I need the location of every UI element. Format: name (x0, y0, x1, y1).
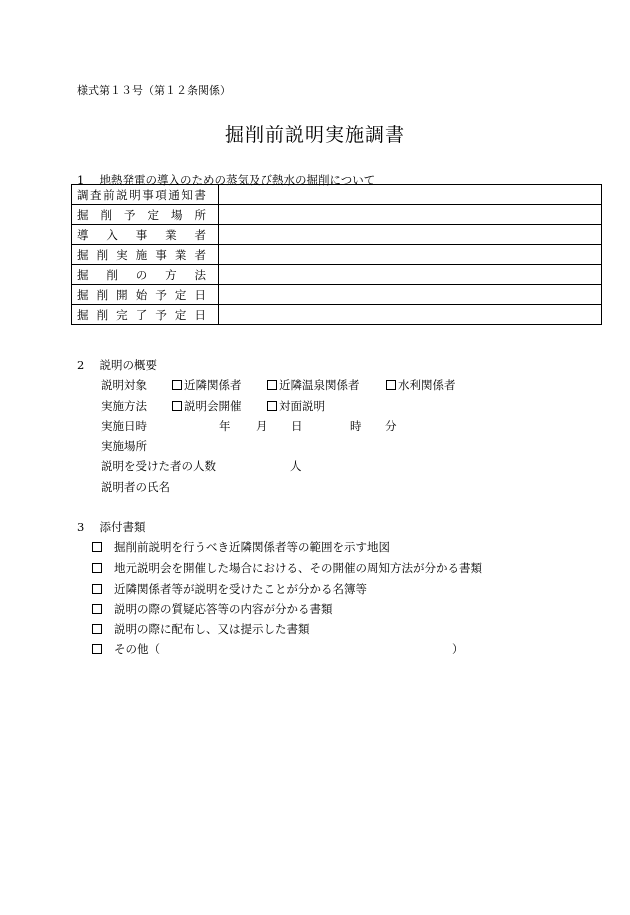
target-option-water[interactable]: 水利関係者 (386, 377, 456, 393)
target-label: 説明対象 (101, 378, 147, 392)
row-value[interactable] (219, 265, 602, 285)
date-unit-year: 年 (219, 419, 231, 433)
row-label-text: 導 入 事 業 者 (77, 227, 206, 242)
count-unit: 人 (290, 459, 302, 473)
row-label-text: 掘 削 完 了 予 定 日 (77, 307, 206, 322)
row-label-text: 掘 削 予 定 場 所 (77, 207, 206, 222)
row-label-text: 掘 削 の 方 法 (77, 267, 206, 282)
row-label (72, 225, 219, 245)
date-unit-day: 日 (291, 419, 303, 433)
row-label (72, 285, 219, 305)
section1-table (71, 184, 602, 325)
checkbox-icon (386, 380, 396, 390)
section2-heading: 2 説明の概要 (77, 358, 157, 372)
explainer-label: 説明者の氏名 (101, 480, 170, 494)
table-row (72, 285, 602, 305)
attachment-item-qa[interactable]: 説明の際の質疑応答等の内容が分かる書類 (92, 601, 333, 617)
table-row (72, 185, 602, 205)
checkbox-icon (92, 604, 102, 614)
attachment-item-other[interactable]: その他（ ） (92, 641, 160, 657)
table-row (72, 225, 602, 245)
method-row (101, 398, 325, 414)
row-value[interactable] (219, 285, 602, 305)
row-label-text: 調 査 前 説 明 事 項 通 知 書 (77, 187, 206, 202)
row-label-text: 掘 削 開 始 予 定 日 (77, 287, 206, 302)
method-option-face[interactable]: 対面説明 (267, 398, 325, 414)
table-row (72, 245, 602, 265)
row-label (72, 185, 219, 205)
attachment-item-handout[interactable]: 説明の際に配布し、又は提示した書類 (92, 621, 310, 637)
date-label: 実施日時 (101, 419, 147, 433)
attachment-item-roster[interactable]: 近隣関係者等が説明を受けたことが分かる名簿等 (92, 581, 367, 597)
target-option-neighbors[interactable]: 近隣関係者 (172, 377, 242, 393)
other-close-paren: ） (452, 642, 464, 656)
section3-heading: 3 添付書類 (77, 520, 146, 534)
row-label (72, 205, 219, 225)
checkbox-icon (172, 401, 182, 411)
checkbox-icon (92, 644, 102, 654)
place-label: 実施場所 (101, 439, 147, 453)
row-value[interactable] (219, 205, 602, 225)
table-row (72, 265, 602, 285)
section1-heading: 1 地熱発電の導入のための蒸気及び熱水の掘削について (77, 173, 376, 187)
checkbox-icon (267, 380, 277, 390)
method-option-meeting[interactable]: 説明会開催 (172, 398, 242, 414)
attachment-item-notice[interactable]: 地元説明会を開催した場合における、その開催の周知方法が分かる書類 (92, 560, 482, 576)
row-value[interactable] (219, 305, 602, 325)
count-label: 説明を受けた者の人数 (101, 459, 216, 473)
count-row (101, 458, 302, 474)
row-label (72, 245, 219, 265)
checkbox-icon (267, 401, 277, 411)
form-number: 様式第１３号（第１２条関係） (77, 84, 231, 97)
table-row (72, 305, 602, 325)
date-row (101, 418, 397, 434)
row-label-text: 掘 削 実 施 事 業 者 (77, 247, 206, 262)
row-label (72, 305, 219, 325)
attachment-item-map[interactable]: 掘削前説明を行うべき近隣関係者等の範囲を示す地図 (92, 539, 390, 555)
page-title: 掘削前説明実施調書 (224, 124, 405, 146)
checkbox-icon (92, 584, 102, 594)
date-unit-month: 月 (256, 419, 268, 433)
date-unit-hour: 時 (350, 419, 362, 433)
row-label (72, 265, 219, 285)
checkbox-icon (172, 380, 182, 390)
checkbox-icon (92, 542, 102, 552)
checkbox-icon (92, 624, 102, 634)
date-unit-minute: 分 (385, 419, 397, 433)
method-label: 実施方法 (101, 399, 147, 413)
table-row (72, 205, 602, 225)
target-row (101, 377, 456, 393)
checkbox-icon (92, 563, 102, 573)
row-value[interactable] (219, 185, 602, 205)
row-value[interactable] (219, 245, 602, 265)
row-value[interactable] (219, 225, 602, 245)
target-option-hotspring[interactable]: 近隣温泉関係者 (267, 377, 360, 393)
